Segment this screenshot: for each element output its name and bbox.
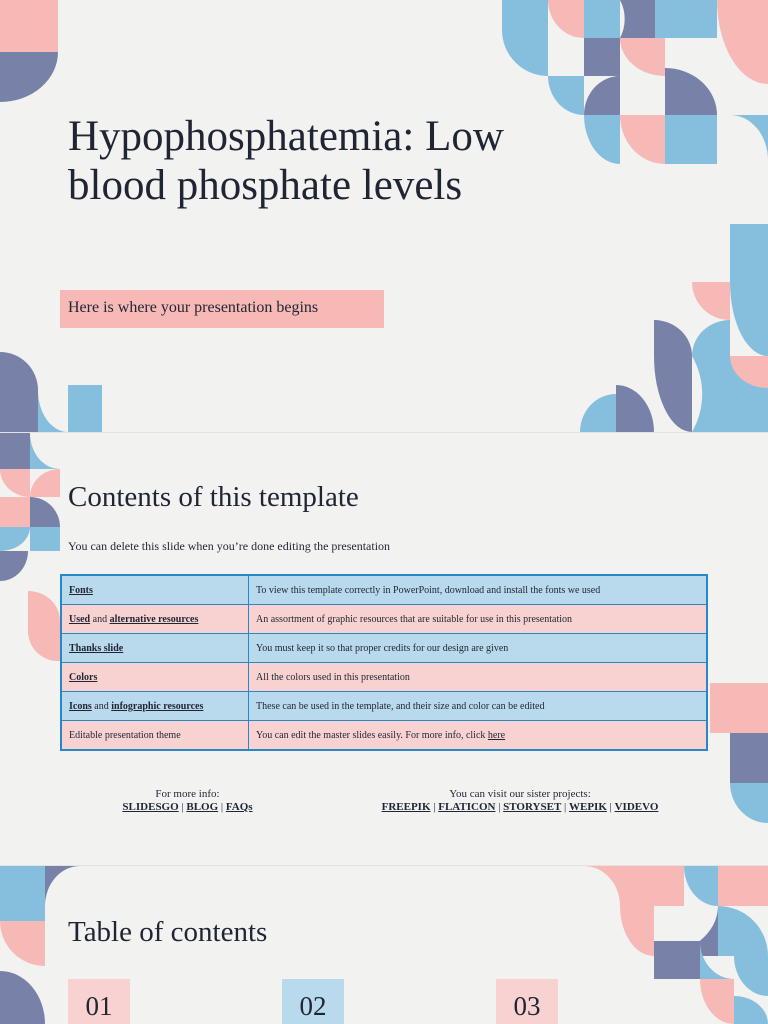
more-info-links [100,801,275,814]
resource-link[interactable]: Colors [69,671,98,683]
footer-link-slidesgo[interactable]: SLIDESGO [122,801,179,813]
cell-text: You can edit the master slides easily. For more info, click [256,729,488,741]
toc-number-3: 03 [496,979,558,1024]
contents-table [60,574,708,751]
cell-text: You must keep it so that proper credits for our design are given [256,642,509,654]
resource-link[interactable]: infographic resources [111,700,204,712]
subtitle-text: Here is where your presentation begins [68,299,319,316]
resource-description-cell [249,663,708,692]
more-info-label: For more info: [155,788,220,800]
cell-text: An assortment of graphic resources that are suitable for use in this presentation [256,613,573,625]
resource-link[interactable]: alternative resources [109,613,199,625]
table-row [61,634,707,663]
link-separator: | [495,801,504,813]
footer-link-blog[interactable]: BLOG [186,801,219,813]
resource-name-cell [61,721,249,751]
resource-name-cell [61,634,249,663]
sister-projects-links [370,801,670,814]
table-row [61,575,707,605]
link-separator: | [218,801,226,813]
resource-name-cell [61,663,249,692]
presentation-title: Hypophosphatemia: Low blood phosphate levels [68,113,504,209]
table-row [61,663,707,692]
footer-link-faqs[interactable]: FAQs [225,801,253,813]
footer-link-videvo[interactable]: VIDEVO [614,801,659,813]
toc-title: Table of contents [68,916,268,948]
subtitle-banner [60,290,384,328]
footer-link-storyset[interactable]: STORYSET [503,801,562,813]
toc-slide [0,866,768,1024]
sister-projects-label: You can visit our sister projects: [449,788,591,800]
slide-note: You can delete this slide when you’re done editing the presentation [68,539,391,553]
table-row [61,721,707,751]
resource-description-cell [249,605,708,634]
cell-text: These can be used in the template, and their size and color can be edited [256,700,545,712]
footer-link-wepik[interactable]: WEPIK [568,801,607,813]
resource-name-cell [61,575,249,605]
link-separator: | [606,801,615,813]
here-link[interactable]: here [487,729,506,741]
cell-text: and [91,700,112,712]
title-slide [0,0,768,432]
cell-text: and [90,613,110,625]
cell-text: To view this template correctly in PowerPoint, download and install the fonts we used [256,584,601,596]
resource-link[interactable]: Fonts [69,584,93,596]
resource-link[interactable]: Thanks slide [69,642,124,654]
contents-slide [0,433,768,865]
link-separator: | [430,801,439,813]
table-row [61,692,707,721]
resource-name-cell [61,605,249,634]
more-info-footer [100,788,275,814]
resource-description-cell [249,721,708,751]
resource-name-cell [61,692,249,721]
resource-description-cell [249,634,708,663]
link-separator: | [178,801,187,813]
toc-number-1: 01 [68,979,130,1024]
table-row [61,605,707,634]
resource-description-cell [249,575,708,605]
cell-text: All the colors used in this presentation [256,671,410,683]
resource-link[interactable]: Used [69,613,91,625]
geometric-decoration [0,0,768,432]
resource-link[interactable]: Icons [69,700,92,712]
link-separator: | [561,801,569,813]
footer-link-flaticon[interactable]: FLATICON [438,801,496,813]
contents-title: Contents of this template [68,481,359,513]
cell-text: Editable presentation theme [69,729,181,741]
resource-description-cell [249,692,708,721]
toc-number-2: 02 [282,979,344,1024]
sister-projects-footer [370,788,670,814]
footer-link-freepik[interactable]: FREEPIK [381,801,431,813]
